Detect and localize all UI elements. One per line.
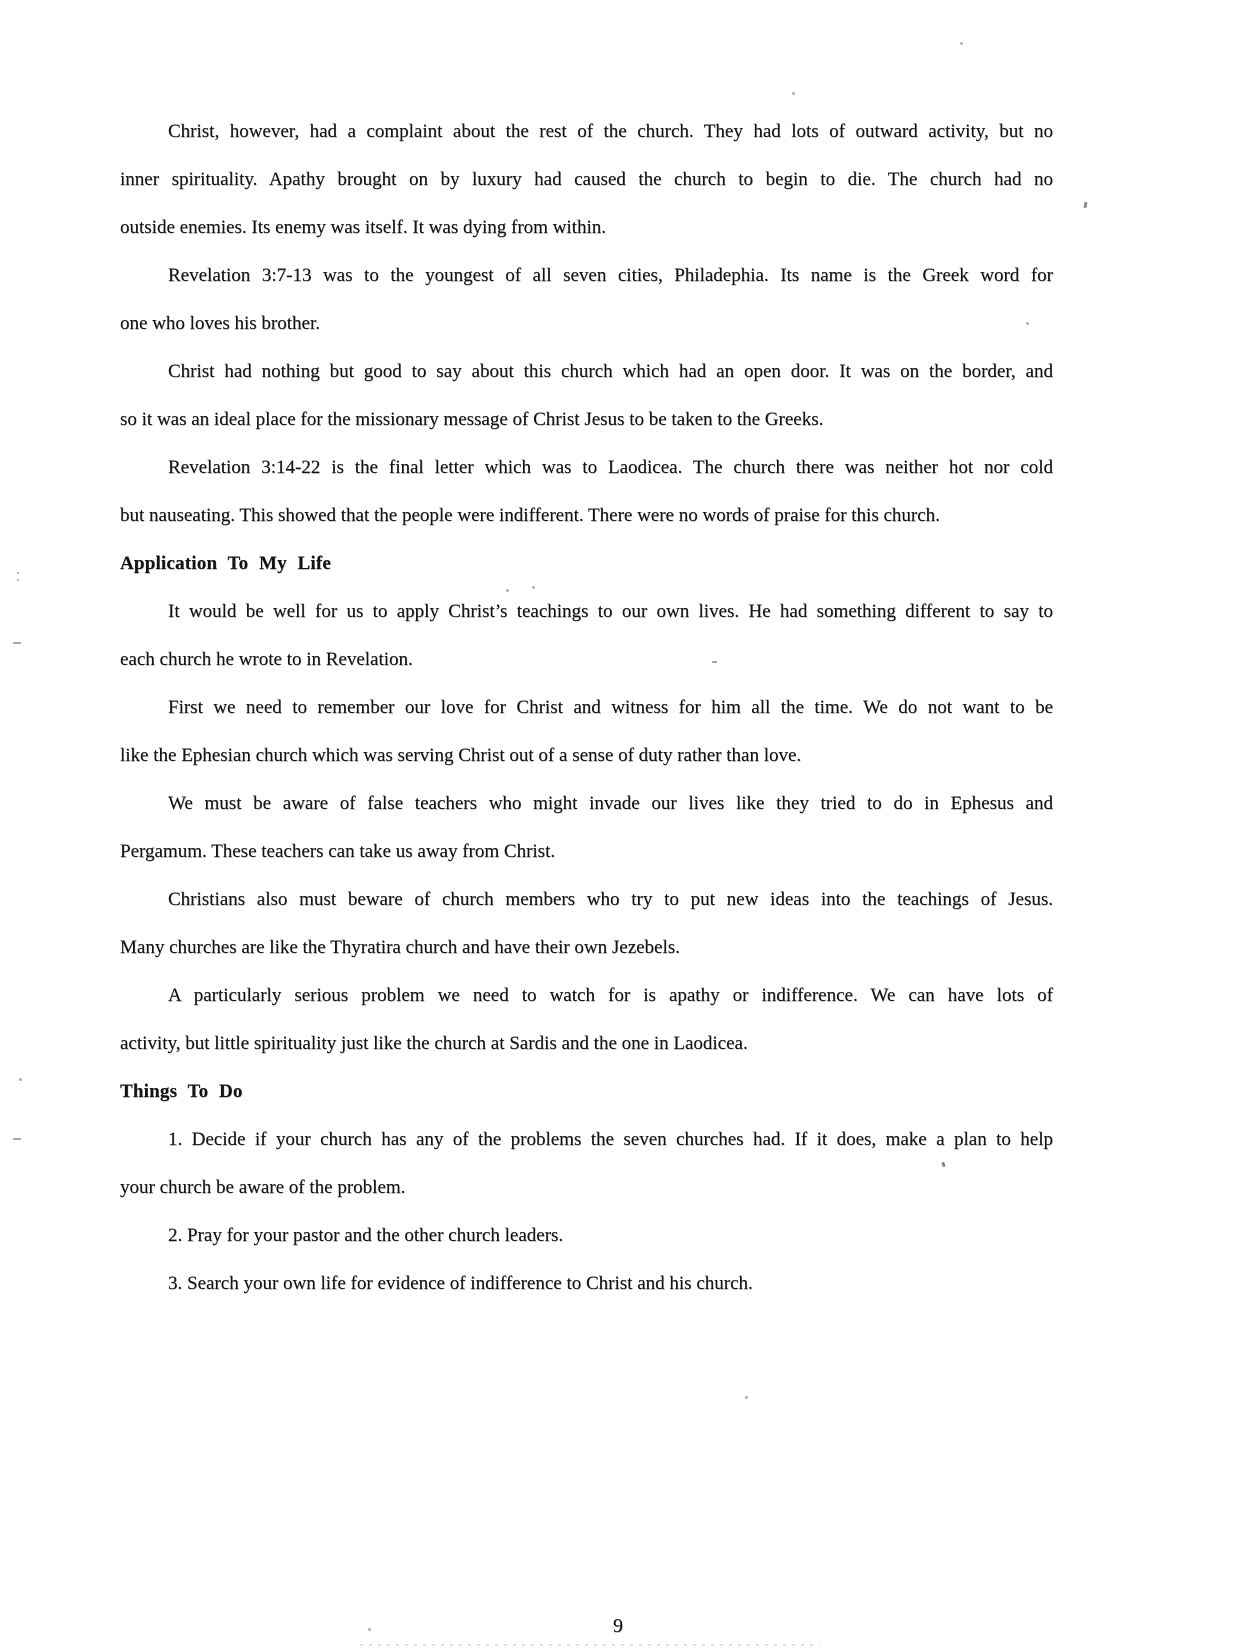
text-line: like the Ephesian church which was serving Christ out of a sense of duty rather than love. bbox=[120, 745, 802, 766]
scan-artifact bbox=[17, 572, 19, 574]
text-line: activity, but little spirituality just like the church at Sardis and the one in Laodicea. bbox=[120, 1033, 748, 1054]
text-line: Revelation 3:7-13 was to the youngest of all seven cities, Philadephia. Its name is the Greek word for bbox=[168, 265, 1053, 286]
text-line: 1. Decide if your church has any of the problems the seven churches had. If it does, make a plan to help bbox=[168, 1129, 1053, 1150]
scan-artifact bbox=[13, 1138, 21, 1140]
text-line: We must be aware of false teachers who might invade our lives like they tried to do in Ephesus and bbox=[168, 793, 1053, 814]
section-heading: Things To Do bbox=[120, 1081, 243, 1102]
text-line: Pergamum. These teachers can take us away from Christ. bbox=[120, 841, 556, 862]
text-line: one who loves his brother. bbox=[120, 313, 321, 334]
section-heading: Application To My Life bbox=[120, 553, 331, 574]
scan-artifact bbox=[712, 661, 717, 663]
text-line: your church be aware of the problem. bbox=[120, 1177, 406, 1198]
text-line: 3. Search your own life for evidence of indifference to Christ and his church. bbox=[168, 1273, 753, 1294]
scan-artifact bbox=[1026, 322, 1029, 325]
text-line: First we need to remember our love for Christ and witness for him all the time. We do not want to be bbox=[168, 697, 1053, 718]
text-line: Christians also must beware of church members who try to put new ideas into the teachings of Jesus. bbox=[168, 889, 1053, 910]
text-line: Revelation 3:14-22 is the final letter which was to Laodicea. The church there was neither hot nor cold bbox=[168, 457, 1053, 478]
text-line: Christ, however, had a complaint about the rest of the church. They had lots of outward activity, but no bbox=[168, 121, 1053, 142]
text-line: Many churches are like the Thyratira church and have their own Jezebels. bbox=[120, 937, 680, 958]
text-line: 2. Pray for your pastor and the other church leaders. bbox=[168, 1225, 564, 1246]
scan-artifact bbox=[13, 642, 21, 644]
document-body bbox=[120, 108, 1053, 1308]
text-line: It would be well for us to apply Christ’s teachings to our own lives. He had something different to say to bbox=[168, 601, 1053, 622]
text-line: each church he wrote to in Revelation. bbox=[120, 649, 413, 670]
scan-artifact bbox=[532, 586, 535, 589]
scan-artifact bbox=[19, 1078, 22, 1081]
text-line: so it was an ideal place for the missionary message of Christ Jesus to be taken to the Greeks. bbox=[120, 409, 824, 430]
scan-artifact bbox=[368, 1628, 371, 1631]
scan-artifact bbox=[745, 1396, 748, 1399]
page-number: 9 bbox=[613, 1615, 623, 1637]
scan-artifact bbox=[506, 589, 509, 592]
text-line: outside enemies. Its enemy was itself. It was dying from within. bbox=[120, 217, 606, 238]
scan-artifact bbox=[792, 92, 795, 95]
text-line: but nauseating. This showed that the people were indifferent. There were no words of praise for this church. bbox=[120, 505, 940, 526]
scan-artifact bbox=[960, 42, 963, 45]
text-line: inner spirituality. Apathy brought on by luxury had caused the church to begin to die. The church had no bbox=[120, 169, 1053, 190]
scan-artifact bbox=[360, 1644, 820, 1646]
text-line: A particularly serious problem we need to watch for is apathy or indifference. We can have lots of bbox=[168, 985, 1053, 1006]
text-line: Christ had nothing but good to say about this church which had an open door. It was on the border, and bbox=[168, 361, 1053, 382]
scan-artifact bbox=[1083, 202, 1087, 208]
